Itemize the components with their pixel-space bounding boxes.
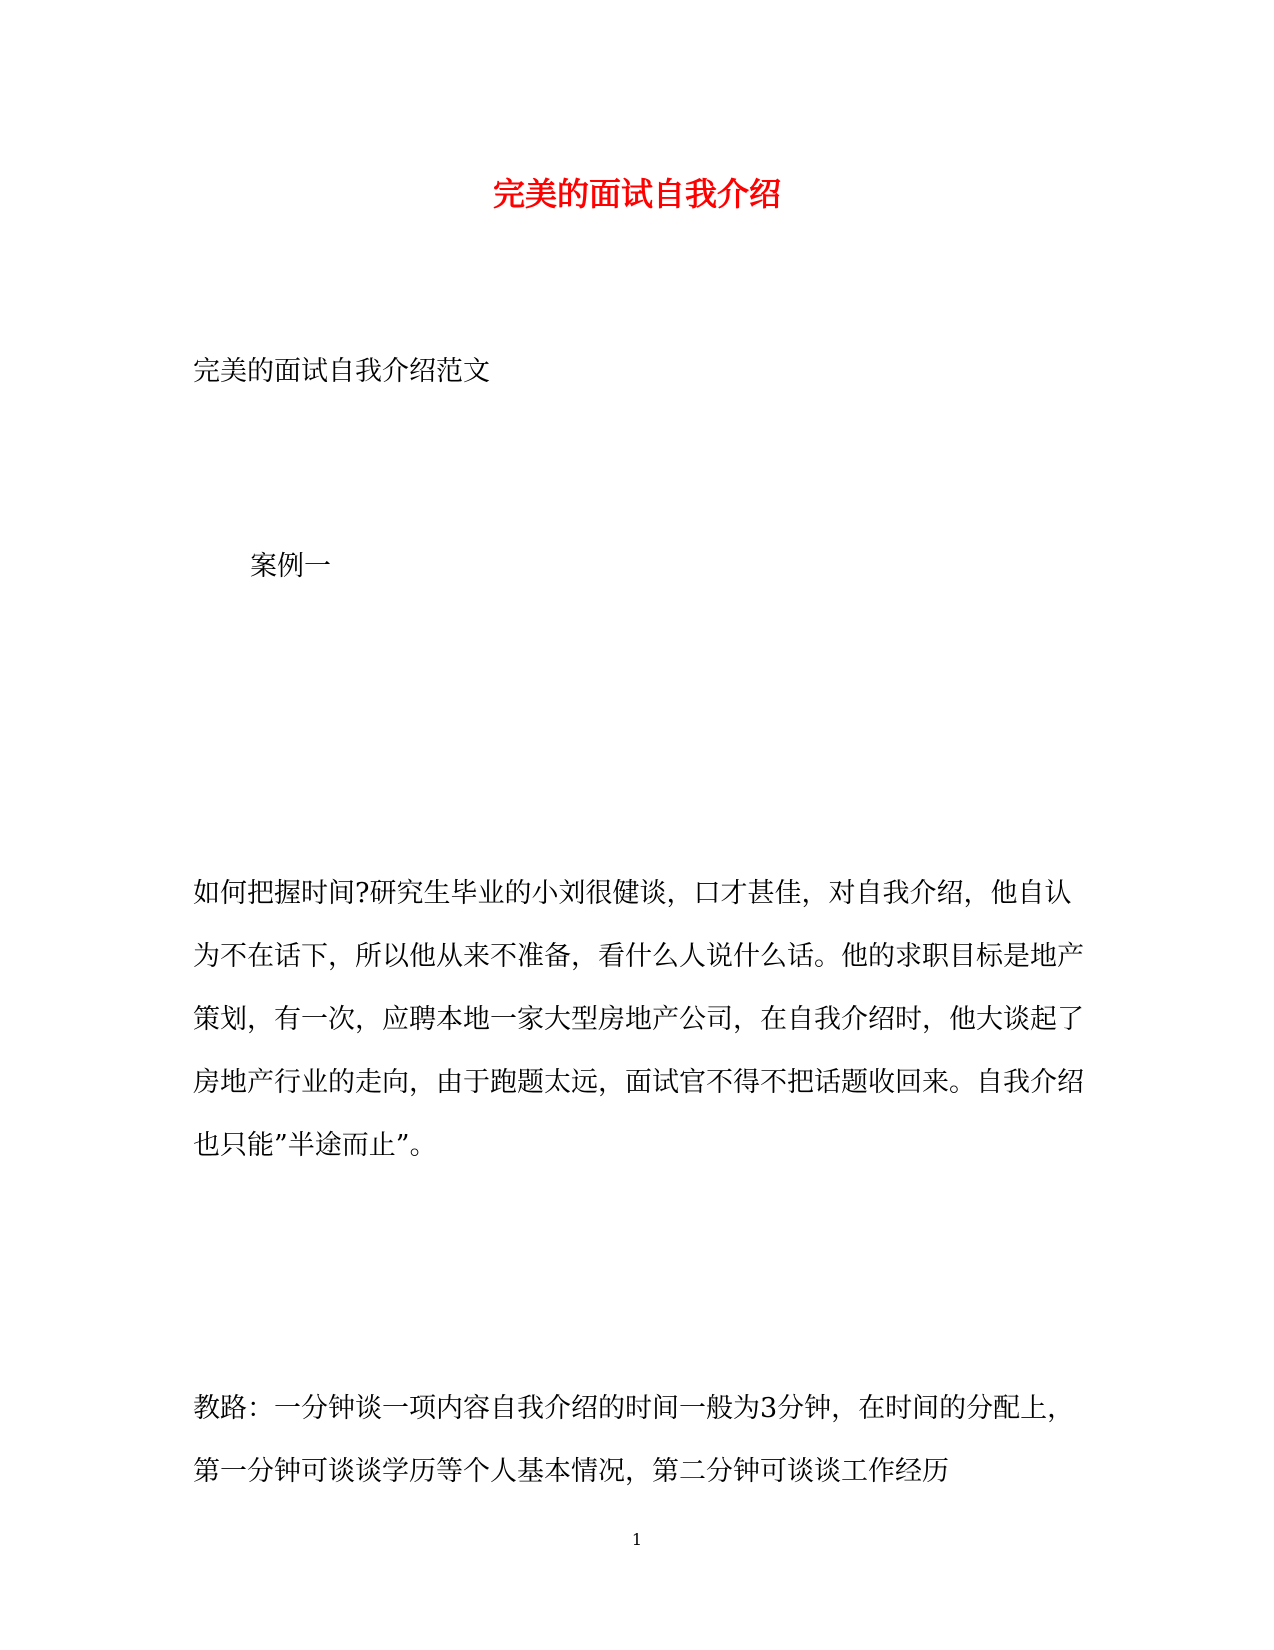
body-paragraph-2: 教路：一分钟谈一项内容自我介绍的时间一般为3分钟，在时间的分配上，第一分钟可谈谈学历等个人基本情况，第二分钟可谈谈工作经历 xyxy=(193,1393,1075,1487)
document-subtitle: 完美的面试自我介绍范文 xyxy=(193,356,490,387)
case-heading: 案例一 xyxy=(250,551,331,582)
document-title: 完美的面试自我介绍 xyxy=(492,175,781,213)
body-paragraph-1: 如何把握时间?研究生毕业的小刘很健谈，口才甚佳，对自我介绍，他自认为不在话下，所以他从来不准备，看什么人说什么话。他的求职目标是地产策划，有一次，应聘本地一家大型房地产公司，在自我介绍时，他大谈起了房地产行业的走向，由于跑题太远，面试官不得不把话题收回来。自我介绍也只能”半途而止”。 xyxy=(193,878,1084,1161)
page-number: 1 xyxy=(631,1530,643,1549)
